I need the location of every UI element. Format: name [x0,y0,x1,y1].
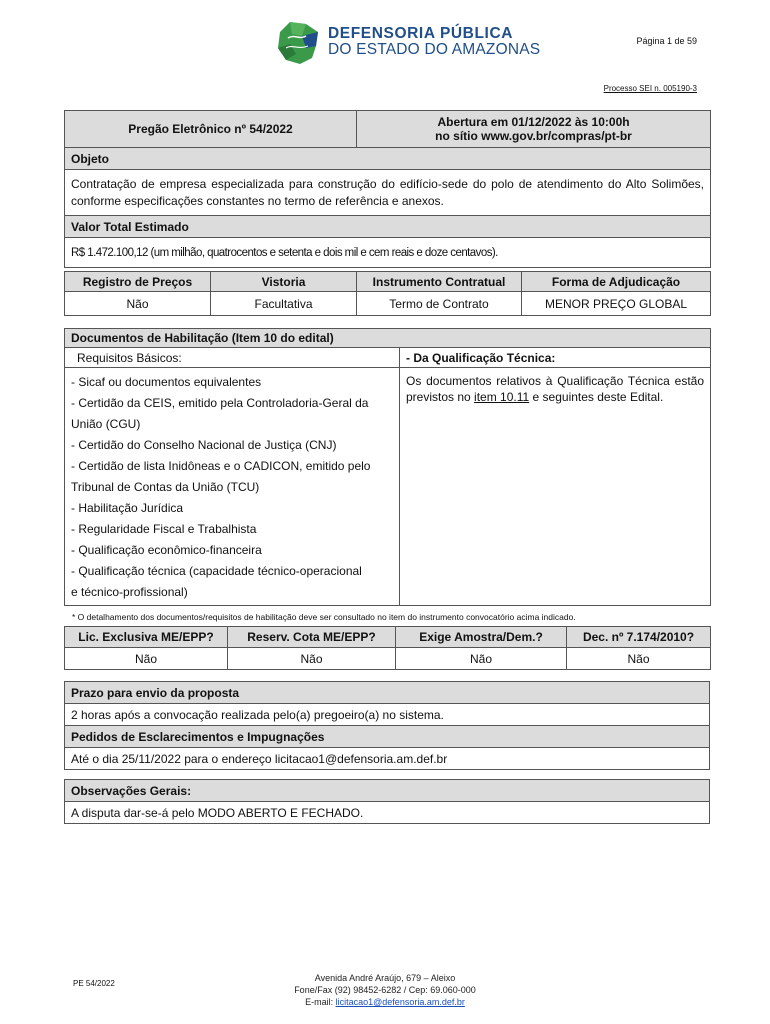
value-vistoria: Facultativa [211,292,357,316]
list-item: - Certidão da CEIS, emitido pela Controladoria-Geral da [71,396,369,410]
objeto-label: Objeto [65,148,711,170]
header-vistoria: Vistoria [211,272,357,292]
prazo-table [64,681,710,770]
habilitacao-title: Documentos de Habilitação (Item 10 do edital) [65,329,711,348]
abertura-date: Abertura em 01/12/2022 às 10:00h [437,115,630,129]
value-reserv-cota: Não [228,648,396,670]
pedidos-text: Até o dia 25/11/2022 para o endereço licitacao1@defensoria.am.def.br [65,748,710,770]
list-item: - Qualificação técnica (capacidade técnico-operacional [71,564,362,578]
value-forma-adjudicacao: MENOR PREÇO GLOBAL [522,292,711,316]
pregao-number: Pregão Eletrônico nº 54/2022 [65,111,357,148]
abertura-site: no sítio www.gov.br/compras/pt-br [435,129,632,143]
abertura-info [357,111,711,148]
header-exclusiva-me-epp: Lic. Exclusiva ME/EPP? [65,627,228,648]
page-number: Página 1 de 59 [636,36,697,46]
org-logo [272,18,540,66]
prazo-text: 2 horas após a convocação realizada pelo(a) pregoeiro(a) no sistema. [65,704,710,726]
footer-address-block [0,972,770,1008]
list-item: Tribunal de Contas da União (TCU) [71,480,260,494]
item-reference-link[interactable]: item 10.11 [474,390,530,404]
basic-requirements-label: Requisitos Básicos: [65,348,400,368]
footer-email-line: E-mail: licitacao1@defensoria.am.def.br [305,997,465,1007]
list-item: União (CGU) [71,417,141,431]
list-item: - Qualificação econômico-financeira [71,543,262,557]
observacoes-text: A disputa dar-se-á pelo MODO ABERTO E FECHADO. [65,802,710,824]
valor-text: R$ 1.472.100,12 (um milhão, quatrocentos e setenta e dois mil e cem reais e doze centavos). [65,238,711,268]
header-reserv-cota: Reserv. Cota ME/EPP? [228,627,396,648]
pedidos-label: Pedidos de Esclarecimentos e Impugnações [65,726,710,748]
flags-table [64,626,711,670]
value-instrumento: Termo de Contrato [357,292,522,316]
header-exige-amostra: Exige Amostra/Dem.? [396,627,567,648]
header-forma-adjudicacao: Forma de Adjudicação [522,272,711,292]
prazo-label: Prazo para envio da proposta [65,682,710,704]
list-item: - Regularidade Fiscal e Trabalhista [71,522,257,536]
value-decreto: Não [567,648,711,670]
habilitacao-table [64,328,711,606]
valor-label: Valor Total Estimado [65,216,711,238]
header-instrumento: Instrumento Contratual [357,272,522,292]
amazonas-map-logo-icon [272,18,322,66]
org-name-line1: DEFENSORIA PÚBLICA [328,24,514,42]
summary-attributes-table [64,271,711,316]
objeto-text: Contratação de empresa especializada para construção do edifício-sede do polo de atendimento do Alto Solimões, conforme especificações constantes no termo de referência e anexos. [65,170,711,216]
header-decreto: Dec. nº 7.174/2010? [567,627,711,648]
basic-requirements-list [65,368,400,606]
tech-qualification-text: Os documentos relativos à Qualificação Técnica estão previstos no item 10.11 e seguintes deste Edital. [400,368,711,606]
summary-table [64,110,711,268]
header-registro-precos: Registro de Preços [65,272,211,292]
list-item: - Sicaf ou documentos equivalentes [71,375,262,389]
list-item: e técnico-profissional) [71,585,188,599]
list-item: - Certidão de lista Inidôneas e o CADICON, emitido pelo [71,459,371,473]
footer-address: Avenida André Araújo, 679 – Aleixo [314,973,456,983]
list-item: - Certidão do Conselho Nacional de Justiça (CNJ) [71,438,337,452]
processo-reference: Processo SEI n. 005190-3 [603,84,697,93]
value-exclusiva-me-epp: Não [65,648,228,670]
value-registro-precos: Não [65,292,211,316]
habilitacao-footnote: * O detalhamento dos documentos/requisitos de habilitação deve ser consultado no item do instrumento convocatório acima indicado. [72,612,576,622]
list-item: - Habilitação Jurídica [71,501,184,515]
footer-phone: Fone/Fax (92) 98452-6282 / Cep: 69.060-000 [294,985,476,995]
org-name-line2: DO ESTADO DO AMAZONAS [328,41,541,58]
footer-document-id: PE 54/2022 [73,979,115,988]
observacoes-table [64,779,710,824]
observacoes-label: Observações Gerais: [65,780,710,802]
footer-email-link[interactable]: licitacao1@defensoria.am.def.br [335,997,465,1007]
tech-qualification-label: - Da Qualificação Técnica: [400,348,711,368]
value-exige-amostra: Não [396,648,567,670]
